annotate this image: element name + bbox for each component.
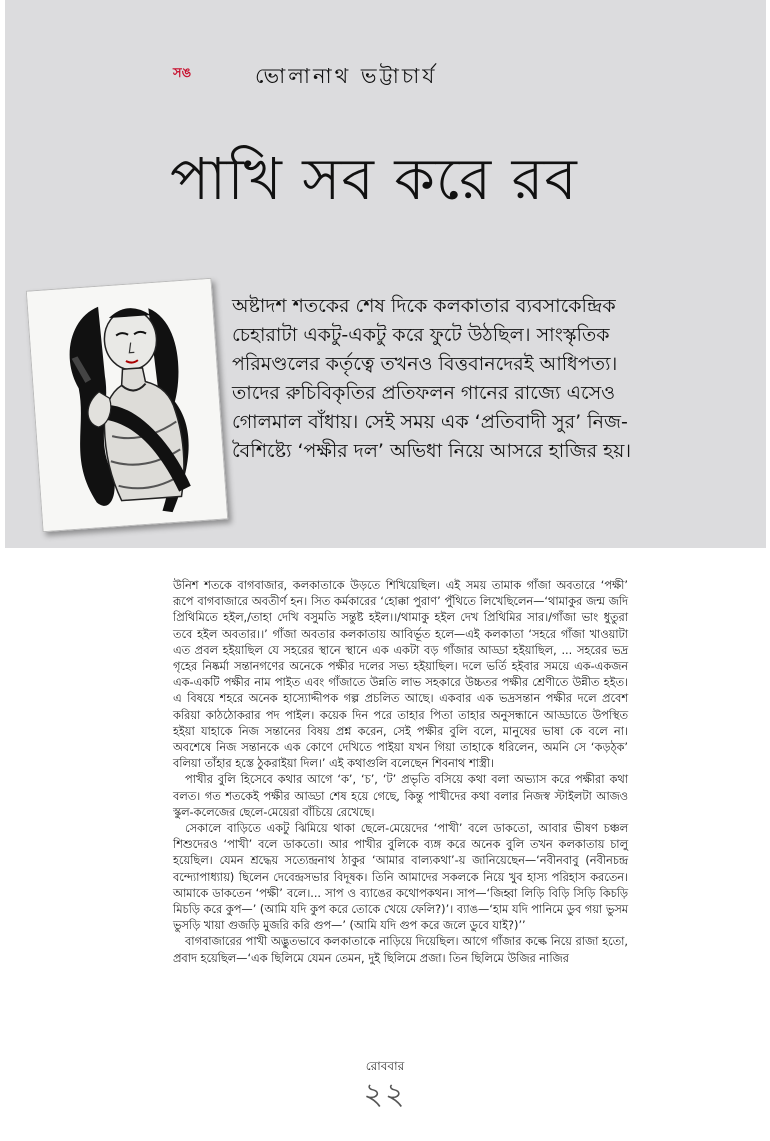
- magazine-name: রোববার: [365, 1059, 405, 1073]
- author-name: ভোলানাথ ভট্টাচার্য: [255, 64, 438, 88]
- article-title: পাখি সব করে রব: [170, 145, 578, 213]
- illustration-drawing: [27, 279, 227, 531]
- intro-paragraph: অষ্টাদশ শতকের শেষ দিকে কলকাতার ব্যবসাকেন্দ্রিক চেহারাটা একটু-একটু করে ফুটে উঠছিল। সাংস্কৃতিক পরিমণ্ডলের কর্তৃত্বে তখনও বিত্তবানদেরই আধিপত্য। তাদের রুচিবিকৃতির প্রতিফলন গানের রাজ্যে এসেও গোলমাল বাঁধায়। সেই সময় এক ‘প্রতিবাদী সুর’ নিজ-বৈশিষ্ট্যে ‘পক্ষীর দল’ অভিধা নিয়ে আসরে হাজির হয়।: [232, 295, 632, 462]
- body-paragraph: উনিশ শতকে বাগবাজার, কলকাতাকে উড়তে শিখিয়েছিল। এই সময় তামাক গাঁজা অবতারে ‘পক্ষী’ রূপে বাগবাজারে অবতীর্ণ হন। সিত কর্মকারের ‘হোক্কা পুরাণ’ পুঁথিতে লিখেছিলেন—‘থামাকুর জন্ম জদি প্রিথিমিতে হইল,/তাহা দেখি বসুমতি সন্তুষ্ট হইল।।/থামাকু হইল দেখ প্রিথিমির সার।/গাঁজা ভাং ধুতুরা তবে হইল অবতার।।’ গাঁজা অবতার কলকাতায় আবির্ভূত হলে—এই কলকাতা ‘সহরে গাঁজা খাওয়াটা এত প্রবল হইয়াছিল যে সহরের স্থানে স্থানে এক একটা বড় গাঁজার আড্ডা হইয়াছিল, ... সহরের ভদ্র গৃহের নিষ্কর্মা সন্তানগণের অনেকে পক্ষীর দলের সভ্য হইয়াছিল। দলে ভর্তি হইবার সময়ে এক-একজন এক-একটি পক্ষীর নাম পাইত এবং গাঁজাতে উন্নতি লাভ সহকারে উচ্চতর পক্ষীর শ্রেণীতে উন্নীত হইত। এ বিষয়ে শহরে অনেক হাস্যোদ্দীপক গল্প প্রচলিত আছে। একবার এক ভদ্রসন্তান পক্ষীর দলে প্রবেশ করিয়া কাঠঠোকরার পদ পাইল। কয়েক দিন পরে তাহার পিতা তাহার অনুসন্ধানে আড্ডাতে উপস্থিত হইয়া যাহাকে নিজ সন্তানের বিষয় প্রশ্ন করেন, সেই পক্ষীর বুলি বলে, মানুষের ভাষা কে বলে না। অবশেষে নিজ সন্তানকে এক কোণে দেখিতে পাইয়া যখন গিয়া তাহাকে ধরিলেন, অমনি সে ‘কড়ঠ্‌ক’ বলিয়া তাঁহার হস্তে ঠুকরাইয়া দিল।’ এই কথাগুলি বলেছেন শিবনাথ শাস্ত্রী।: [173, 579, 628, 771]
- kalighat-woman-illustration: [26, 278, 228, 532]
- body-paragraph: বাগবাজারের পাখী অদ্ভুতভাবে কলকাতাকে নাড়িয়ে দিয়েছিল। আগে গাঁজার কল্কে নিয়ে রাজা হতো, প্রবাদ হয়েছিল—‘এক ছিলিমে যেমন তেমন, দুই ছিলিমে প্রজা। তিন ছিলিমে উজির নাজির: [173, 935, 628, 965]
- article-body: [173, 578, 628, 967]
- body-paragraph: সেকালে বাড়িতে একটু ঝিমিয়ে থাকা ছেলে-মেয়েদের ‘পাখী’ বলে ডাকতো, আবার ভীষণ চঞ্চল শিশুদেরও ‘পাখী’ বলে ডাকতো। আর পাখীর বুলিকে ব্যঙ্গ করে অনেক বুলি তখন কলকাতায় চালু হয়েছিল। যেমন শ্রদ্ধেয় সত্যেন্দ্রনাথ ঠাকুর ‘আমার বাল্যকথা’-য় জানিয়েছেন—‘নবীনবাবু (নবীনচন্দ্র বন্দ্যোপাধ্যায়) ছিলেন দেবেন্দ্রসভার বিদূষক। তিনি আমাদের সকলকে নিয়ে খুব হাস্য পরিহাস করতেন। আমাকে ডাকতেন ‘পক্ষী’ বলে।... সাপ ও ব্যাঙের কথোপকথন। সাপ—‘জিহ্বা লিড়ি বিড়ি সিড়ি কিচড়ি মিচড়ি করে কুপ—’ (আমি যদি কুপ করে তোকে খেয়ে ফেলি?)’। ব্যাঙ—‘হাম যদি পানিমে ডুব গয়া ভুসম ভুসড়ি খায়া গুজড়ি মুজরি করি গুপ—’ (আমি যদি গুপ করে জলে ডুবে যাই?)’’: [173, 822, 628, 933]
- section-label: সঙ: [173, 66, 192, 81]
- body-paragraph: পাখীর বুলি হিসেবে কথার আগে ‘ক’, ‘চ’, ‘ট’ প্রভৃতি বসিয়ে কথা বলা অভ্যাস করে পক্ষীরা কথা বলত। গত শতকেই পক্ষীর আড্ডা শেষ হয়ে গেছে, কিন্তু পাখীদের কথা বলার নিজস্ব স্টাইলটা আজও স্কুল-কলেজের ছেলে-মেয়েরা বাঁচিয়ে রেখেছে।: [173, 773, 628, 819]
- page-number: ২২: [363, 1077, 407, 1112]
